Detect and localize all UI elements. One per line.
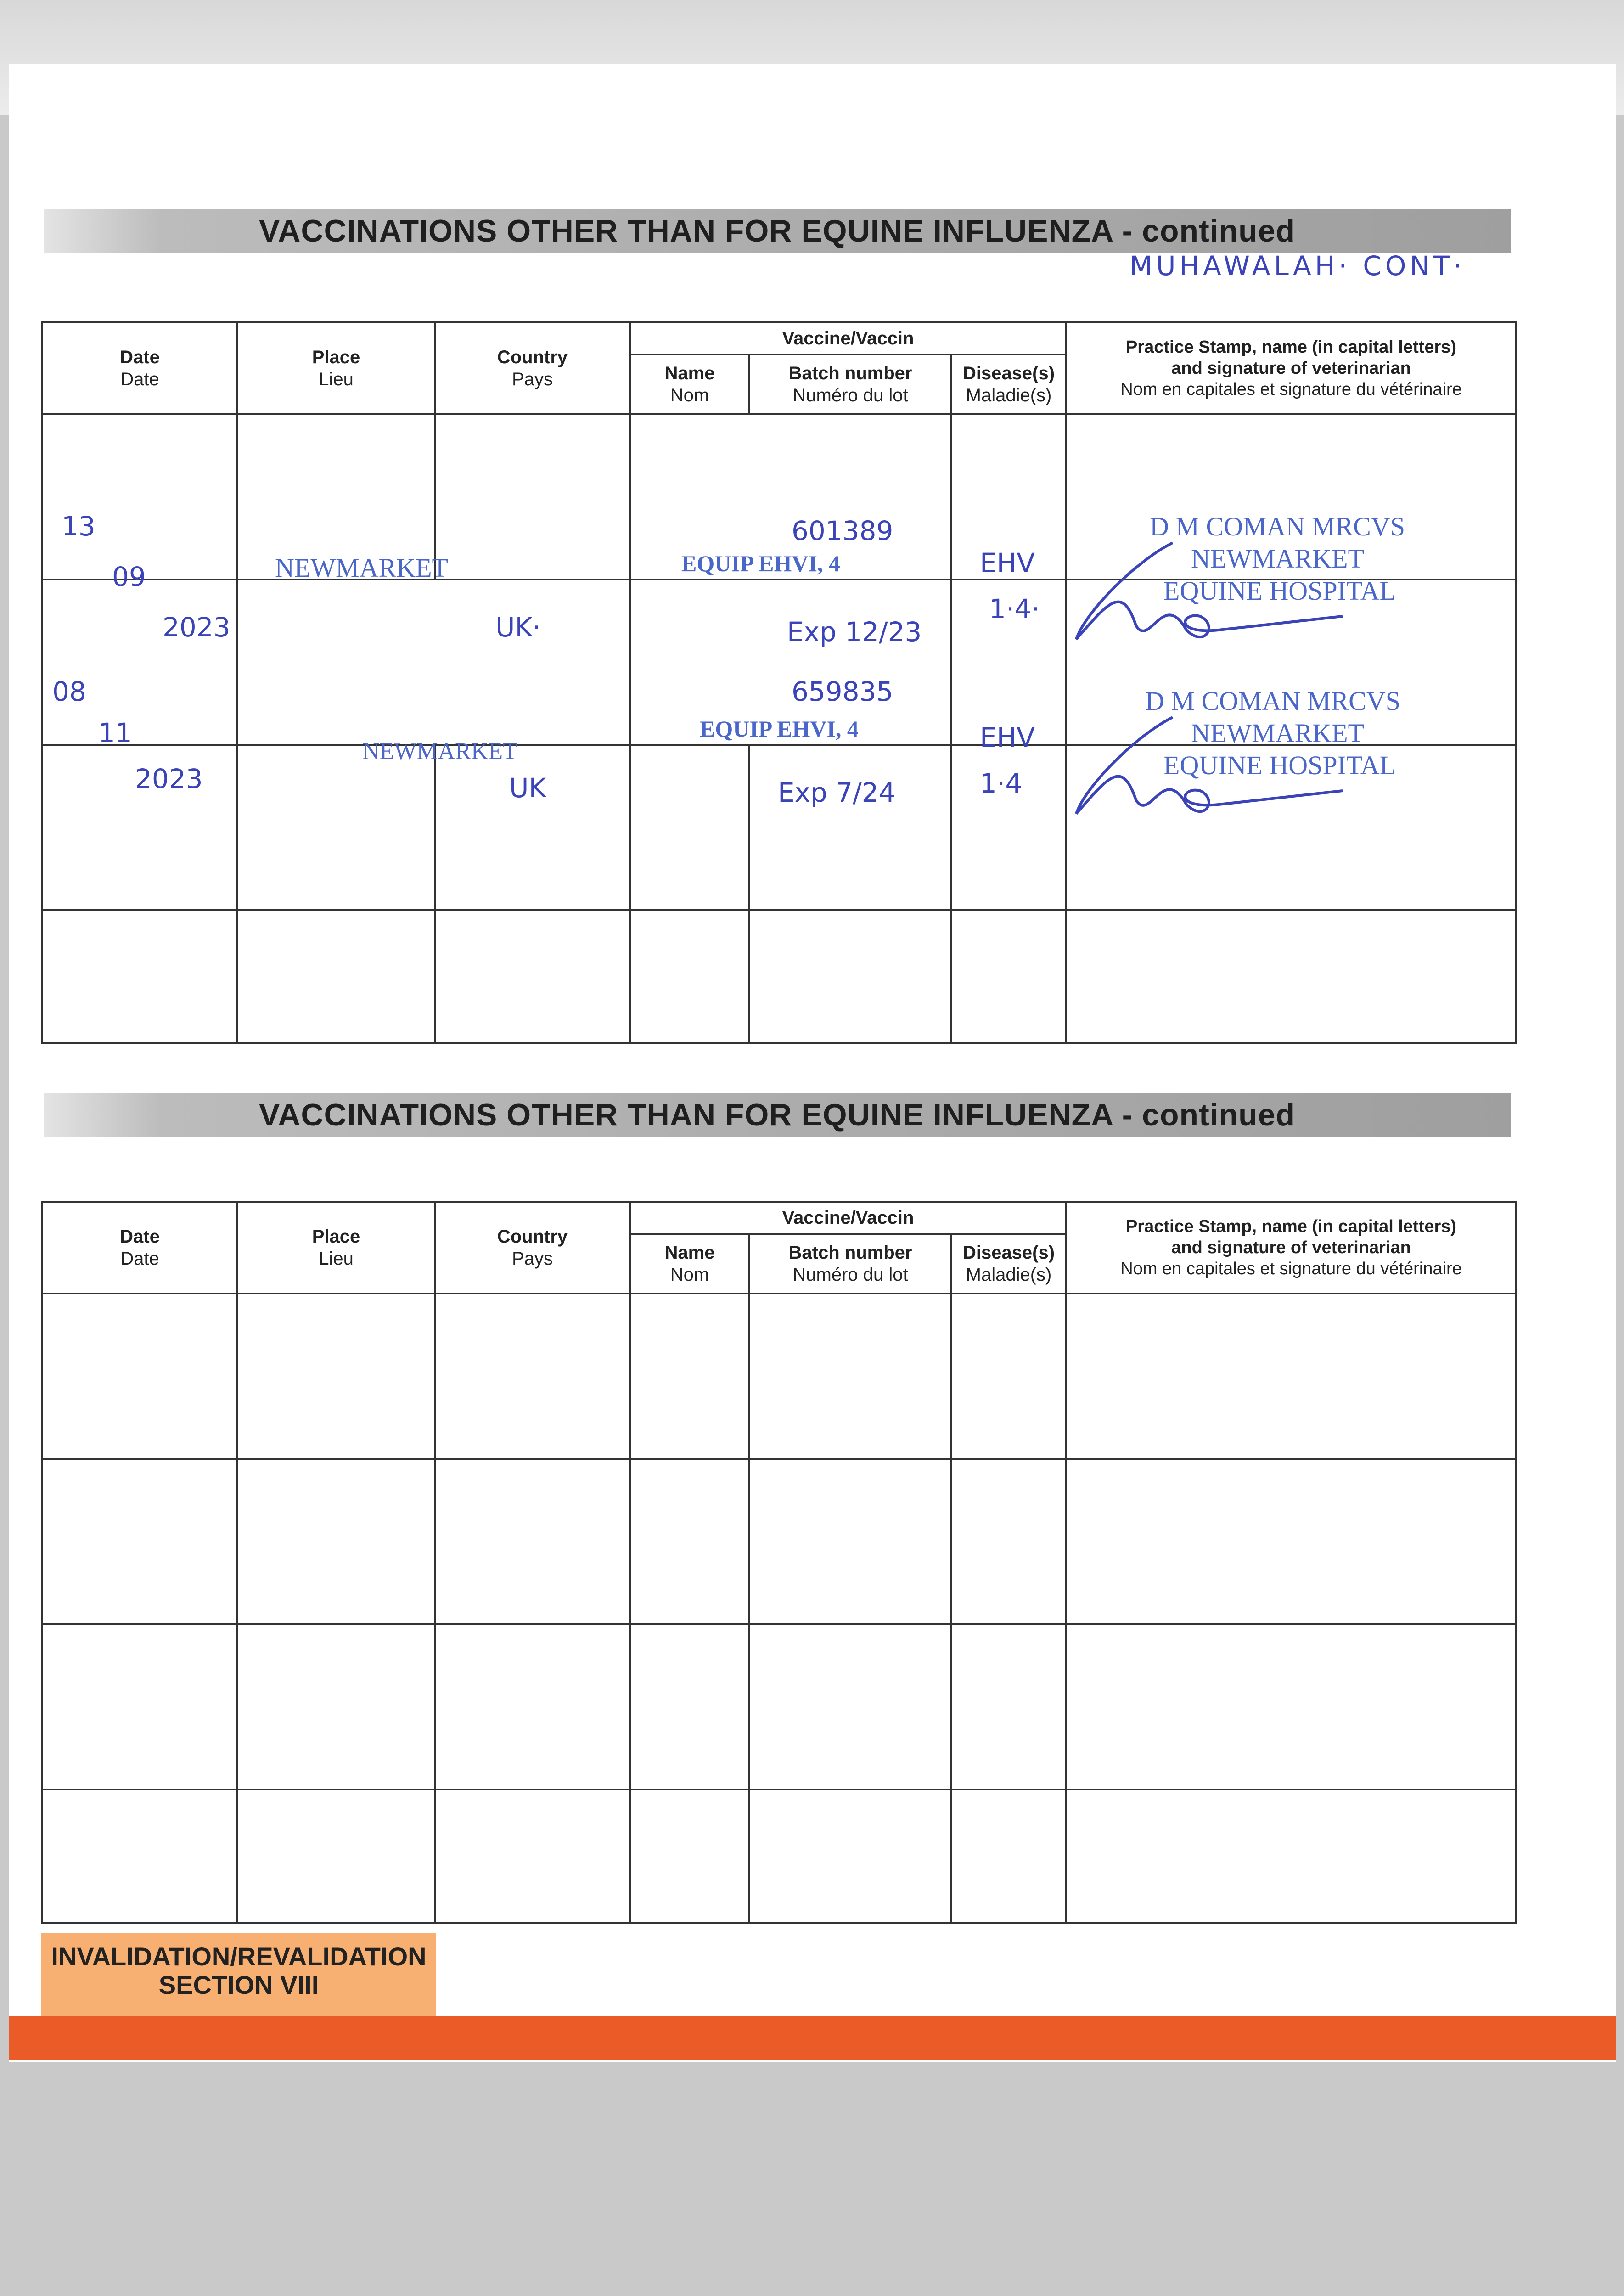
entry1-vaccine-name: EQUIP EHVI, 4 bbox=[681, 551, 840, 576]
section-banner-bottom: VACCINATIONS OTHER THAN FOR EQUINE INFLUENZA - continued bbox=[44, 1093, 1511, 1137]
entry1-stamp-name: D M COMAN MRCVS bbox=[1150, 512, 1405, 541]
table-row bbox=[42, 910, 1516, 1043]
header-date: Date Date bbox=[42, 1202, 237, 1294]
table-row bbox=[42, 1459, 1516, 1624]
entry2-signature bbox=[1067, 708, 1361, 827]
section-viii-tab bbox=[41, 1933, 436, 2016]
entry2-country: UK bbox=[509, 772, 546, 804]
header-place: Place Lieu bbox=[237, 322, 435, 414]
orange-page-edge bbox=[9, 2016, 1616, 2060]
header-disease: Disease(s) Maladie(s) bbox=[951, 355, 1066, 414]
entry2-disease-line2: 1·4 bbox=[980, 768, 1023, 799]
entry2-stamp-line2: NEWMARKET bbox=[1191, 718, 1364, 748]
header-place: Place Lieu bbox=[237, 1202, 435, 1294]
entry2-date-month: 11 bbox=[98, 717, 132, 748]
entry1-disease-line1: EHV bbox=[980, 547, 1035, 579]
header-stamp: Practice Stamp, name (in capital letters) and signature of veterinarian Nom en capitales et signature du vétérinaire bbox=[1066, 1202, 1516, 1294]
header-batch: Batch number Numéro du lot bbox=[749, 1234, 951, 1294]
entry2-stamp-line3: EQUINE HOSPITAL bbox=[1163, 750, 1396, 780]
entry1-stamp-line2: NEWMARKET bbox=[1191, 544, 1364, 574]
entry1-date-day: 13 bbox=[62, 511, 96, 542]
entry1-expiry: Exp 12/23 bbox=[787, 616, 922, 647]
entry2-stamp-name: D M COMAN MRCVS bbox=[1145, 686, 1400, 716]
header-country: Country Pays bbox=[435, 322, 630, 414]
vaccination-table-1 bbox=[41, 321, 1517, 1044]
header-country: Country Pays bbox=[435, 1202, 630, 1294]
header-stamp: Practice Stamp, name (in capital letters) and signature of veterinarian Nom en capitales et signature du vétérinaire bbox=[1066, 322, 1516, 414]
entry2-vaccine-name: EQUIP EHVI, 4 bbox=[700, 716, 859, 742]
handwritten-note: MUHAWALAH· CONT· bbox=[1129, 250, 1466, 281]
tab-line1: INVALIDATION/REVALIDATION bbox=[51, 1942, 427, 1971]
header-batch: Batch number Numéro du lot bbox=[749, 355, 951, 414]
entry2-batch: 659835 bbox=[792, 676, 893, 707]
header-disease: Disease(s) Maladie(s) bbox=[951, 1234, 1066, 1294]
entry1-date-month: 09 bbox=[112, 561, 146, 592]
table-row bbox=[42, 414, 1516, 580]
table-row bbox=[42, 1294, 1516, 1459]
header-vaccine: Vaccine/Vaccin bbox=[630, 322, 1066, 355]
header-name: Name Nom bbox=[630, 355, 749, 414]
section-banner-top: VACCINATIONS OTHER THAN FOR EQUINE INFLUENZA - continued bbox=[44, 209, 1511, 253]
header-date: Date Date bbox=[42, 322, 237, 414]
entry1-country: UK· bbox=[495, 612, 541, 643]
entry1-signature bbox=[1067, 534, 1361, 653]
entry1-batch: 601389 bbox=[792, 515, 893, 546]
entry1-disease-line2: 1·4· bbox=[989, 593, 1040, 625]
table-row bbox=[42, 1790, 1516, 1923]
entry2-date-day: 08 bbox=[52, 676, 86, 707]
entry1-date-year: 2023 bbox=[163, 612, 230, 643]
entry1-stamp-line3: EQUINE HOSPITAL bbox=[1163, 576, 1396, 606]
header-vaccine: Vaccine/Vaccin bbox=[630, 1202, 1066, 1234]
tab-line2: SECTION VIII bbox=[158, 1970, 319, 1999]
entry2-place: NEWMARKET bbox=[362, 738, 517, 765]
table-row bbox=[42, 1624, 1516, 1790]
entry1-place: NEWMARKET bbox=[275, 553, 448, 583]
vaccination-table-2 bbox=[41, 1201, 1517, 1924]
entry2-expiry: Exp 7/24 bbox=[778, 777, 896, 808]
header-name: Name Nom bbox=[630, 1234, 749, 1294]
entry2-disease-line1: EHV bbox=[980, 722, 1035, 753]
entry2-date-year: 2023 bbox=[135, 763, 203, 794]
